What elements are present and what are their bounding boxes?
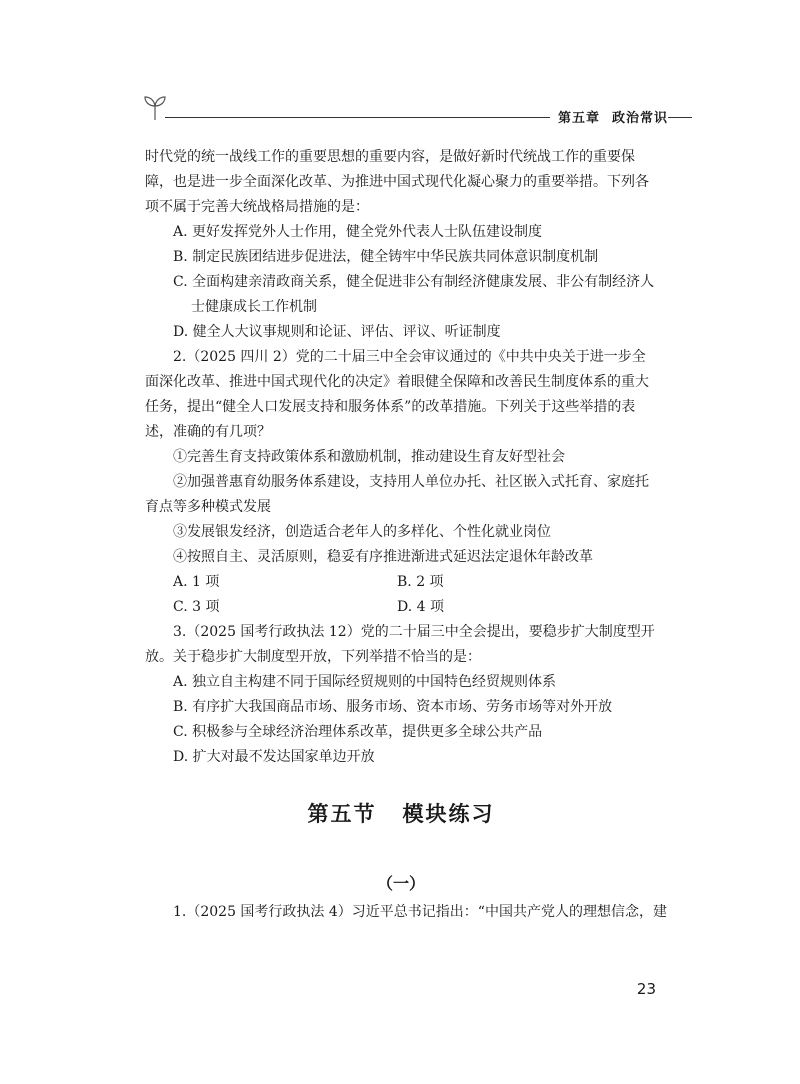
chapter-heading (550, 107, 668, 126)
q3-stem: 3.（2025 国考行政执法 12）党的二十届三中全会提出，要稳步扩大制度型开放。关于稳步扩大制度型开放，下列举措不恰当的是： (145, 624, 655, 665)
subsection-title: （一） (376, 874, 425, 893)
section-number: 第五节 (307, 802, 377, 826)
q2-item-3: ③发展银发经济，创造适合老年人的多样化、个性化就业岗位 (173, 524, 551, 540)
q1-option-b: B. 制定民族团结进步促进法，健全铸牢中华民族共同体意识制度机制 (173, 249, 599, 265)
q2-stem: 2.（2025 四川 2）党的二十届三中全会审议通过的《中共中央关于进一步全面深化改革、推进中国式现代化的决定》着眼健全保障和改善民生制度体系的重大任务，提出“健全人口发展支持和服务体系”的改革措施。下列关于这些举措的表述，准确的有几项？ (145, 349, 649, 440)
section-title (145, 802, 657, 827)
sprout-icon (143, 92, 167, 122)
running-header (143, 92, 668, 126)
q2-option-a: A. 1 项 (173, 574, 220, 590)
page-body (145, 145, 667, 925)
q2-option-d: D. 4 项 (397, 599, 444, 615)
page-number: 23 (636, 980, 656, 998)
section-name: 模块练习 (402, 802, 495, 826)
q2-option-c: C. 3 项 (173, 599, 220, 615)
q2-item-4: ④按照自主、灵活原则，稳妥有序推进渐进式延迟法定退休年龄改革 (173, 549, 593, 565)
q1-option-c: C. 全面构建亲清政商关系，健全促进非公有制经济健康发展、非公有制经济人士健康成长工作机制 (173, 274, 655, 315)
q1-option-a: A. 更好发挥党外人士作用，健全党外代表人士队伍建设制度 (173, 224, 543, 240)
chapter-label: 第五章 (557, 111, 600, 126)
chapter-title: 政治常识 (611, 111, 668, 126)
q1-option-d: D. 健全人大议事规则和论证、评估、评议、听证制度 (173, 324, 501, 340)
q2-item-2: ②加强普惠育幼服务体系建设，支持用人单位办托、社区嵌入式托育、家庭托育点等多种模式发展 (145, 474, 649, 515)
q2-item-1: ①完善生育支持政策体系和激励机制，推动建设生育友好型社会 (173, 449, 565, 465)
next-question: 1.（2025 国考行政执法 4）习近平总书记指出：“中国共产党人的理想信念，建 (173, 904, 667, 920)
q3-option-d: D. 扩大对最不发达国家单边开放 (173, 749, 375, 765)
q2-options (145, 570, 657, 620)
q2-option-b: B. 2 项 (397, 574, 444, 590)
continuation-paragraph: 时代党的统一战线工作的重要思想的重要内容，是做好新时代统战工作的重要保障，也是进一步全面深化改革、为推进中国式现代化凝心聚力的重要举措。下列各项不属于完善大统战格局措施的是： (145, 149, 649, 215)
q3-option-c: C. 积极参与全球经济治理体系改革，提供更多全球公共产品 (173, 724, 543, 740)
q3-option-b: B. 有序扩大我国商品市场、服务市场、资本市场、劳务市场等对外开放 (173, 699, 613, 715)
q3-option-a: A. 独立自主构建不同于国际经贸规则的中国特色经贸规则体系 (173, 674, 557, 690)
